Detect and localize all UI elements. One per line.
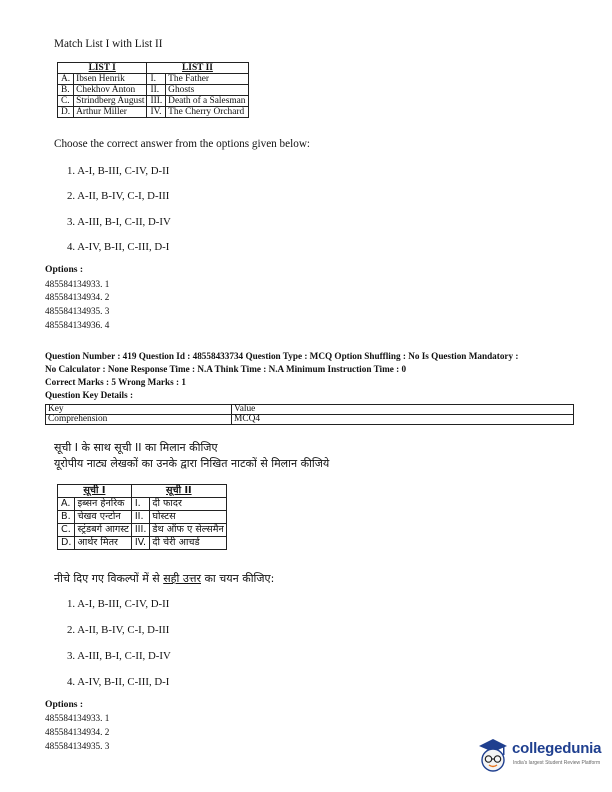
q1-option-3: 485584134935. 3 [45, 306, 110, 316]
row-list1: इब्सन हेनरिक [75, 498, 131, 511]
table-row [58, 498, 227, 511]
q2-choose-text [54, 571, 274, 586]
row-list2: दी फादर [150, 498, 226, 511]
q2-list2-header: सूची II [131, 485, 226, 498]
q2-list1-header: सूची I [58, 485, 132, 498]
q2-option-3: 485584134935. 3 [45, 741, 110, 751]
mascot-icon [475, 736, 511, 776]
row-list1: Arthur Miller [74, 107, 147, 118]
q1-option-4: 485584134936. 4 [45, 320, 110, 330]
q2-hindi-line1: सूची I के साथ सूची II का मिलान कीजिए [54, 441, 218, 454]
q1-list2-header: LIST II [147, 63, 248, 74]
table-row [58, 85, 249, 96]
row-num: III. [147, 96, 166, 107]
q2-choice-1: 1. A-I, B-III, C-IV, D-II [67, 598, 170, 610]
q2-choice-3: 3. A-III, B-I, C-II, D-IV [67, 650, 171, 662]
row-key: C. [58, 96, 74, 107]
q2-table-header [58, 485, 227, 498]
q2-choice-4: 4. A-IV, B-II, C-III, D-I [67, 676, 170, 688]
row-list2: The Father [166, 74, 248, 85]
q1-choose-text: Choose the correct answer from the options given below: [54, 138, 311, 150]
row-list1: Chekhov Anton [74, 85, 147, 96]
q1-match-table [57, 62, 249, 118]
table-row [58, 511, 227, 524]
row-key: C. [58, 524, 75, 537]
logo-tagline: India's largest Student Review Platform [513, 760, 601, 766]
q2-meta-line1: Question Number : 419 Question Id : 48558433734 Question Type : MCQ Option Shuffling : No Is Question Mandatory : [45, 351, 519, 361]
key-cell: Comprehension [46, 415, 232, 425]
q2-option-1: 485584134933. 1 [45, 713, 110, 723]
row-num: IV. [147, 107, 166, 118]
row-num: I. [131, 498, 150, 511]
row-list1: स्ट्रंडबर्ग आगस्ट [75, 524, 131, 537]
q2-hindi-line2: यूरोपीय नाट्य लेखकों का उनके द्वारा निखित नाटकों से मिलान कीजिये [54, 457, 330, 470]
q1-option-1: 485584134933. 1 [45, 279, 110, 289]
row-list1: Ibsen Henrik [74, 74, 147, 85]
table-row [58, 96, 249, 107]
table-row [58, 524, 227, 537]
q2-option-2: 485584134934. 2 [45, 727, 110, 737]
row-num: I. [147, 74, 166, 85]
row-num: IV. [131, 537, 150, 550]
row-key: D. [58, 537, 75, 550]
row-list2: घोस्टस [150, 511, 226, 524]
table-row [58, 74, 249, 85]
key-header: Key [46, 405, 232, 415]
q2-match-table [57, 484, 227, 550]
table-row [46, 415, 574, 425]
row-key: B. [58, 511, 75, 524]
table-row [58, 107, 249, 118]
row-list2: डेथ ऑफ ए सेल्समैन [150, 524, 226, 537]
q2-choose-underlined: सही उत्तर [163, 572, 201, 585]
q1-table-header [58, 63, 249, 74]
q2-options-label: Options : [45, 699, 84, 710]
q1-choice-1: 1. A-I, B-III, C-IV, D-II [67, 165, 170, 177]
q1-choice-3: 3. A-III, B-I, C-II, D-IV [67, 216, 171, 228]
row-key: D. [58, 107, 74, 118]
value-header: Value [232, 405, 574, 415]
row-list1: आर्थर मितर [75, 537, 131, 550]
q1-choice-2: 2. A-II, B-IV, C-I, D-III [67, 190, 170, 202]
collegedunia-logo [475, 734, 607, 778]
row-num: III. [131, 524, 150, 537]
q1-options-label: Options : [45, 264, 84, 275]
row-key: B. [58, 85, 74, 96]
row-key: A. [58, 74, 74, 85]
q1-option-2: 485584134934. 2 [45, 292, 110, 302]
q1-instruction: Match List I with List II [54, 38, 163, 50]
row-num: II. [147, 85, 166, 96]
q2-choose-post: का चयन कीजिए: [200, 572, 275, 585]
q2-choice-2: 2. A-II, B-IV, C-I, D-III [67, 624, 170, 636]
q2-key-details: Question Key Details : [45, 390, 134, 400]
row-list2: The Cherry Orchard [166, 107, 248, 118]
value-cell: MCQ4 [232, 415, 574, 425]
row-list2: दी चेरी आचर्ड [150, 537, 226, 550]
row-num: II. [131, 511, 150, 524]
table-row [58, 537, 227, 550]
q2-marks: Correct Marks : 5 Wrong Marks : 1 [45, 377, 186, 387]
q1-list1-header: LIST I [58, 63, 147, 74]
q2-meta-line2: No Calculator : None Response Time : N.A Think Time : N.A Minimum Instruction Time : 0 [45, 364, 407, 374]
q2-choose-pre: नीचे दिए गए विकल्पों में से [54, 572, 164, 585]
row-key: A. [58, 498, 75, 511]
table-row [46, 405, 574, 415]
row-list1: चेखव एन्टोन [75, 511, 131, 524]
logo-brand: collegedunia [512, 740, 602, 757]
row-list2: Ghosts [166, 85, 248, 96]
q1-choice-4: 4. A-IV, B-II, C-III, D-I [67, 241, 170, 253]
q2-key-table [45, 404, 574, 425]
row-list2: Death of a Salesman [166, 96, 248, 107]
row-list1: Strindberg August [74, 96, 147, 107]
